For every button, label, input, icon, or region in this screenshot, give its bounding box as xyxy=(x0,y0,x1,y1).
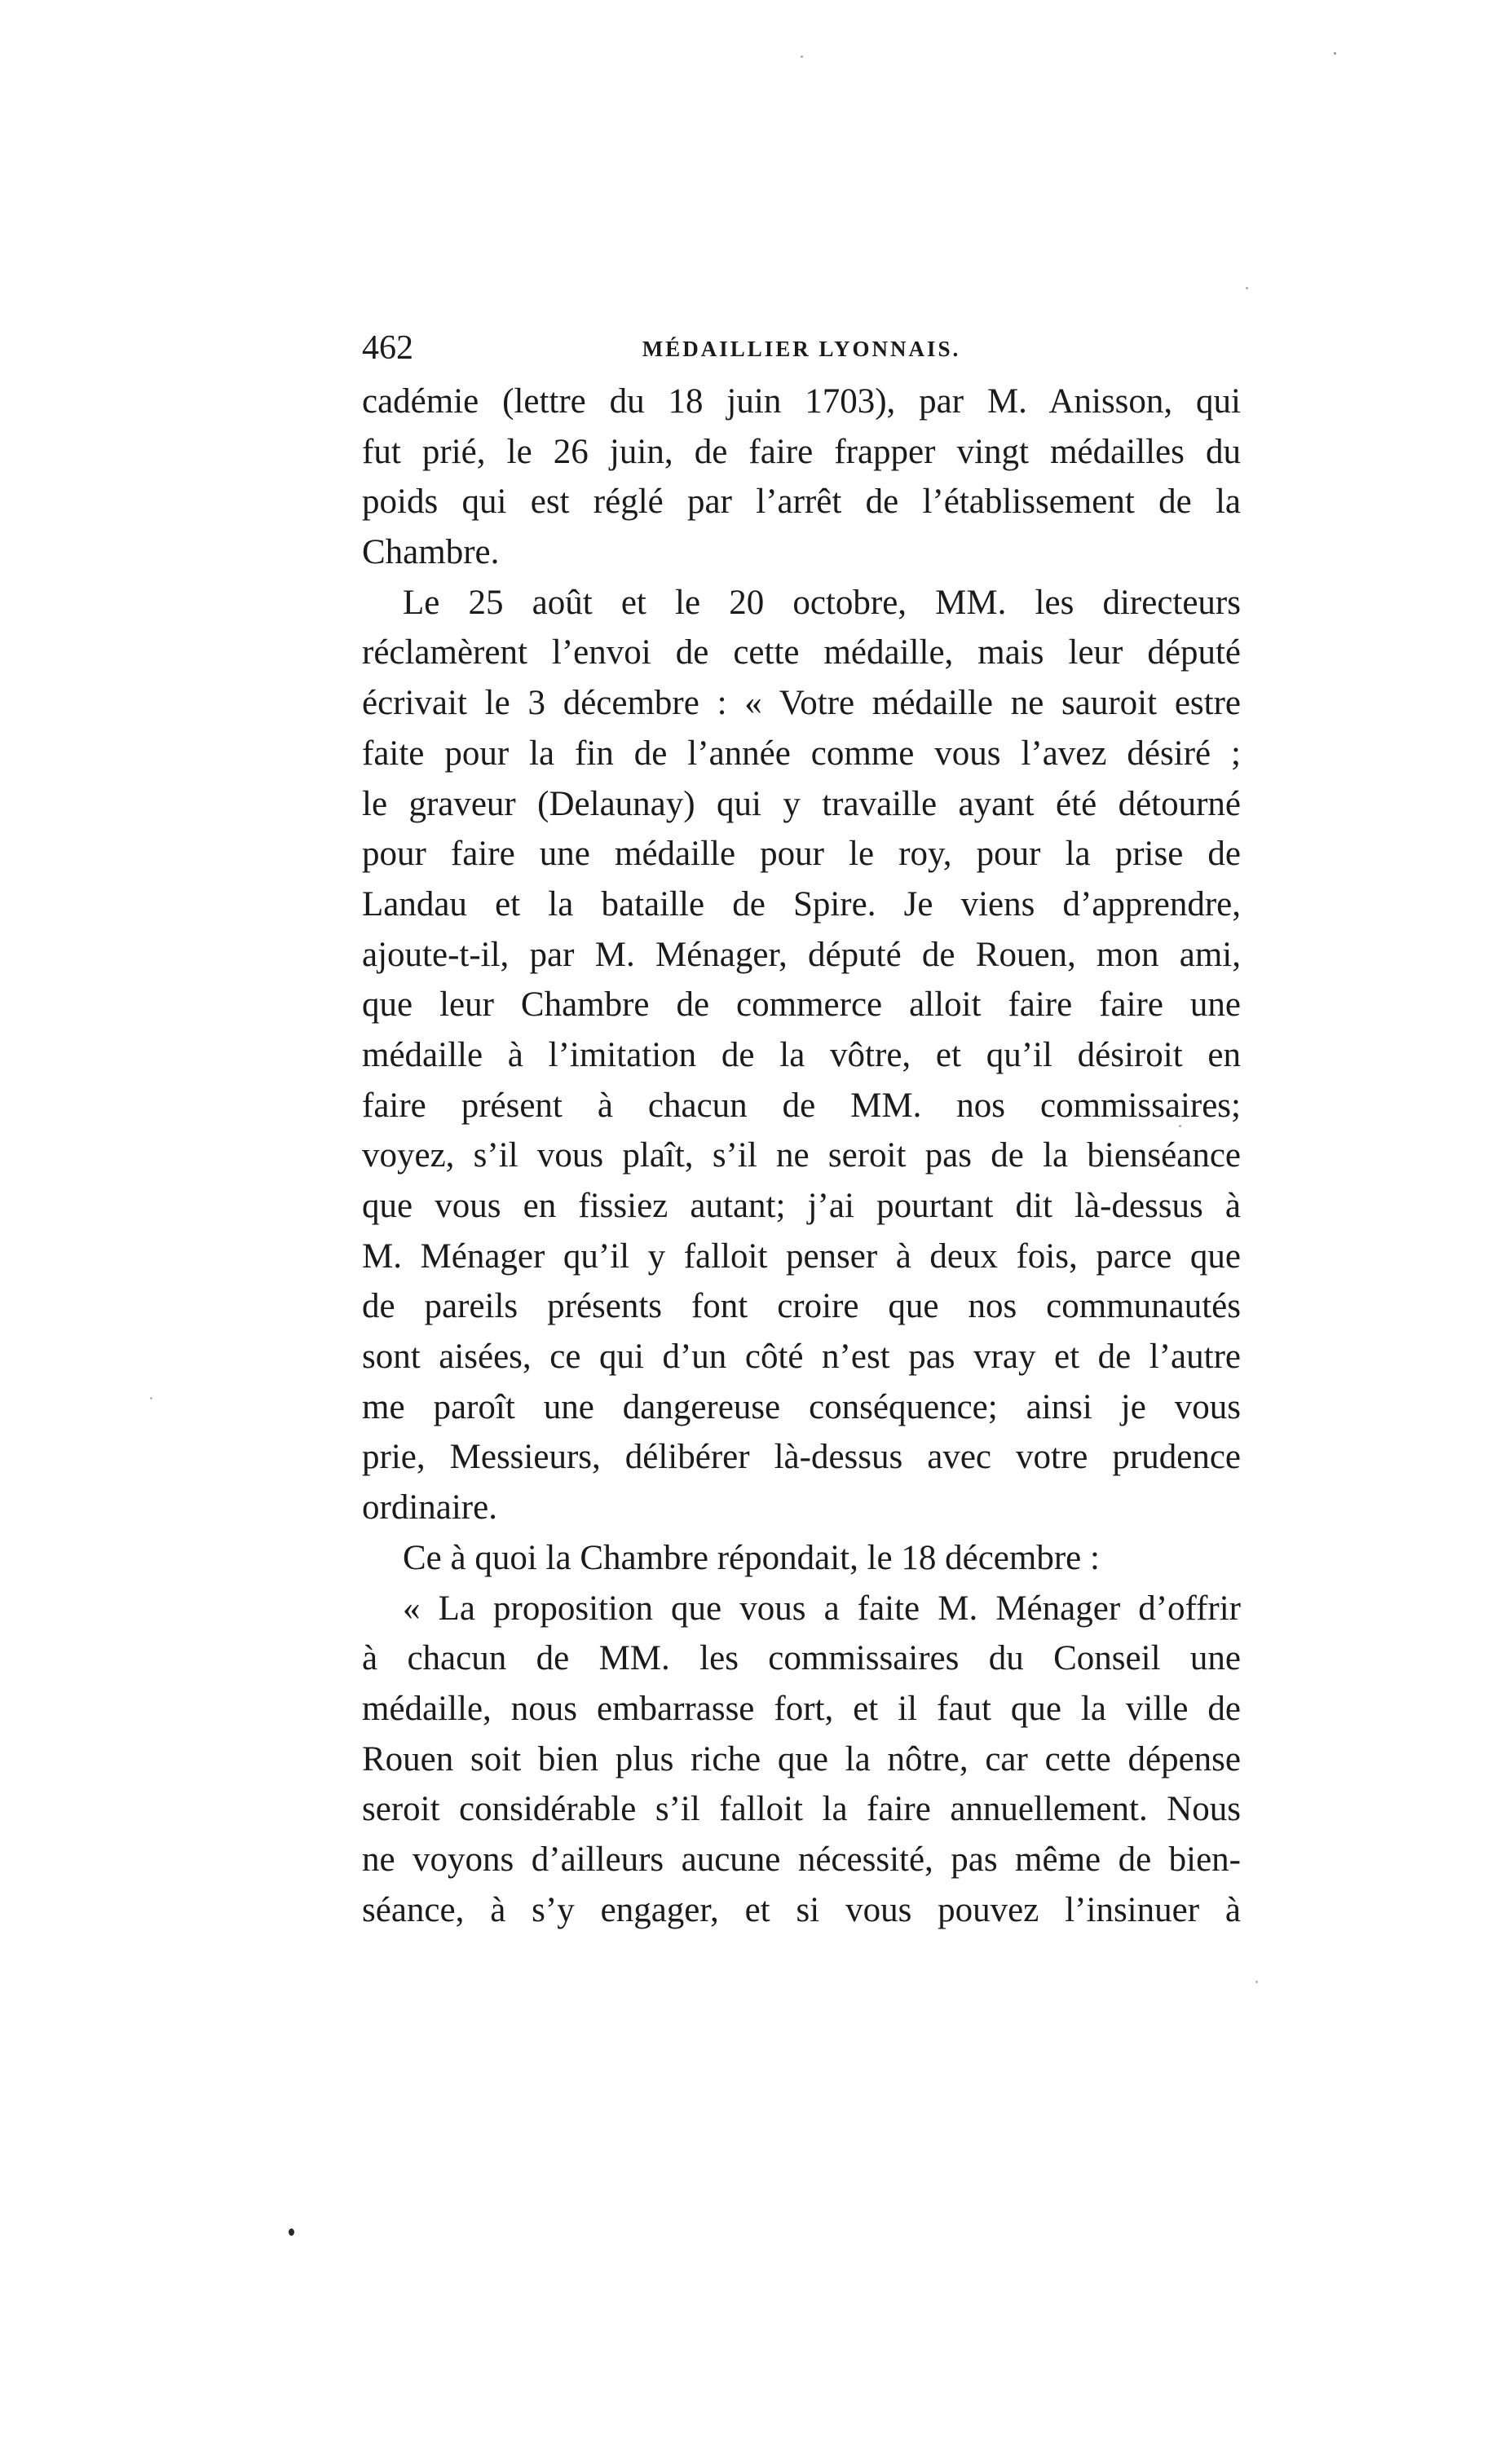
text-line: séance, à s’y engager, et si vous pouvez l’insinuer à xyxy=(362,1890,1241,1929)
text-line: faire présent à chacun de MM. nos commissaires; xyxy=(362,1086,1241,1125)
text-line: de pareils présents font croire que nos communautés xyxy=(362,1287,1241,1326)
text-line: ordinaire. xyxy=(362,1488,497,1527)
text-line: que leur Chambre de commerce alloit faire faire une xyxy=(362,985,1241,1025)
paper-speck xyxy=(150,1397,152,1399)
text-line: ne voyons d’ailleurs aucune nécessité, pas même de bien- xyxy=(362,1840,1241,1879)
text-line: réclamèrent l’envoi de cette médaille, mais leur député xyxy=(362,633,1241,672)
paper-speck xyxy=(1334,52,1336,55)
text-line: poids qui est réglé par l’arrêt de l’établissement de la xyxy=(362,483,1241,522)
paper-speck xyxy=(1255,1981,1258,1983)
text-line: sont aisées, ce qui d’un côté n’est pas vray et de l’autre xyxy=(362,1338,1241,1377)
text-line: me paroît une dangereuse conséquence; ainsi je vous xyxy=(362,1387,1241,1426)
text-line: voyez, s’il vous plaît, s’il ne seroit pas de la bienséance xyxy=(362,1136,1241,1175)
running-head xyxy=(362,328,1241,368)
text-line: fut prié, le 26 juin, de faire frapper vingt médailles du xyxy=(362,432,1241,471)
text-line: seroit considérable s’il falloit la faire annuellement. Nous xyxy=(362,1790,1241,1829)
text-line: cadémie (lettre du 18 juin 1703), par M. Anisson, qui xyxy=(362,382,1241,421)
paper-speck xyxy=(1179,1125,1181,1127)
text-line: prie, Messieurs, délibérer là-dessus avec votre prudence xyxy=(362,1438,1241,1477)
text-line: ajoute-t-il, par M. Ménager, député de Rouen, mon ami, xyxy=(362,935,1241,974)
text-line: Landau et la bataille de Spire. Je viens d’apprendre, xyxy=(362,884,1241,923)
body-text xyxy=(362,377,1241,1935)
paper-speck xyxy=(289,2228,294,2236)
paragraph-start-line: Ce à quoi la Chambre répondait, le 18 décembre : xyxy=(403,1538,1100,1577)
paragraph-start-line: « La proposition que vous a faite M. Ménager d’offrir xyxy=(403,1589,1241,1628)
running-title: MÉDAILLIER LYONNAIS. xyxy=(642,337,961,361)
paragraph-start-line: Le 25 août et le 20 octobre, MM. les directeurs xyxy=(403,583,1241,622)
text-line: pour faire une médaille pour le roy, pour la prise de xyxy=(362,835,1241,874)
paper-speck xyxy=(1246,287,1248,289)
text-line: Chambre. xyxy=(362,533,500,572)
paper-speck xyxy=(801,55,803,58)
text-line: à chacun de MM. les commissaires du Conseil une xyxy=(362,1639,1241,1678)
text-line: médaille, nous embarrasse fort, et il faut que la ville de xyxy=(362,1689,1241,1728)
text-line: faite pour la fin de l’année comme vous l’avez désiré ; xyxy=(362,734,1241,773)
text-line: le graveur (Delaunay) qui y travaille ayant été détourné xyxy=(362,784,1241,823)
text-line: médaille à l’imitation de la vôtre, et qu’il désiroit en xyxy=(362,1035,1241,1074)
text-line: que vous en fissiez autant; j’ai pourtant dit là-dessus à xyxy=(362,1187,1241,1225)
page-number: 462 xyxy=(362,329,413,367)
text-line: M. Ménager qu’il y falloit penser à deux fois, parce que xyxy=(362,1236,1241,1276)
text-line: Rouen soit bien plus riche que la nôtre, car cette dépense xyxy=(362,1739,1241,1779)
text-line: écrivait le 3 décembre : « Votre médaille ne sauroit estre xyxy=(362,684,1241,723)
